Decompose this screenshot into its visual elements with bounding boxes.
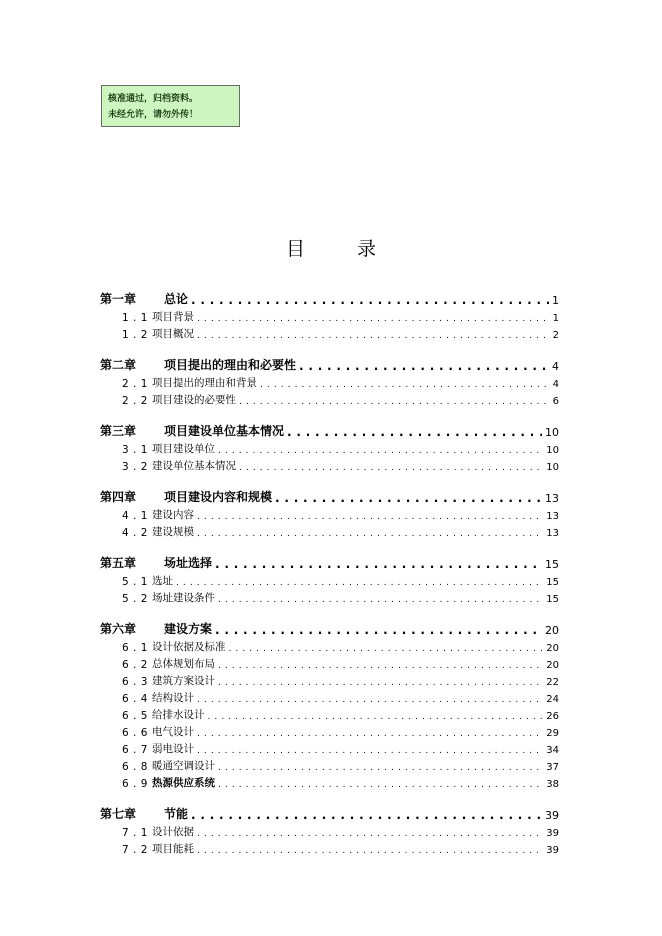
dot-leader	[197, 510, 543, 522]
section-number: 6 . 4	[122, 693, 148, 705]
dot-leader	[197, 329, 550, 341]
section-title: 结构设计	[152, 692, 194, 704]
section-number: 6 . 9	[122, 778, 148, 790]
toc-title	[0, 234, 662, 261]
section-page-number: 1	[552, 313, 559, 324]
toc-section-entry[interactable]	[100, 654, 559, 671]
toc-section-entry[interactable]	[100, 671, 559, 688]
toc-section-entry[interactable]	[100, 705, 559, 722]
toc-section-entry[interactable]	[100, 822, 559, 839]
chapter-title: 总论	[164, 292, 189, 306]
section-page-number: 15	[546, 594, 559, 605]
section-number: 7 . 1	[122, 827, 148, 839]
section-title: 总体规划布局	[152, 658, 215, 670]
toc-chapter-entry[interactable]	[100, 803, 559, 822]
chapter-page-number: 1	[552, 294, 559, 307]
dot-leader	[299, 359, 549, 373]
chapter-number: 第七章	[100, 807, 137, 821]
section-title: 项目建设的必要性	[152, 394, 236, 406]
dot-leader	[275, 491, 542, 505]
chapter-page-number: 13	[545, 492, 559, 505]
toc-section-entry[interactable]	[100, 522, 559, 539]
dot-leader	[218, 444, 543, 456]
dot-leader	[215, 623, 542, 637]
toc-section-entry[interactable]	[100, 456, 559, 473]
section-title: 设计依据	[152, 826, 194, 838]
section-number: 2 . 1	[122, 378, 148, 390]
toc-chapter-entry[interactable]	[100, 486, 559, 505]
toc-section-entry[interactable]	[100, 773, 559, 790]
section-page-number: 39	[546, 845, 559, 856]
chapter-number: 第一章	[100, 292, 137, 306]
toc-section-entry[interactable]	[100, 839, 559, 856]
chapter-number: 第四章	[100, 490, 137, 504]
toc-section-entry[interactable]	[100, 688, 559, 705]
section-page-number: 20	[546, 643, 559, 654]
dot-leader	[218, 676, 543, 688]
dot-leader	[191, 808, 542, 822]
section-page-number: 4	[552, 379, 559, 390]
section-page-number: 6	[552, 396, 559, 407]
dot-leader	[197, 312, 550, 324]
dot-leader	[239, 395, 550, 407]
section-page-number: 15	[546, 577, 559, 588]
section-page-number: 2	[552, 330, 559, 341]
dot-leader	[197, 744, 543, 756]
toc-section-entry[interactable]	[100, 439, 559, 456]
dot-leader	[287, 425, 542, 439]
section-number: 6 . 3	[122, 676, 148, 688]
chapter-page-number: 15	[545, 558, 559, 571]
stamp-line-2: 未经允许，请勿外传！	[108, 110, 199, 120]
toc-section-entry[interactable]	[100, 722, 559, 739]
dot-leader	[215, 557, 542, 571]
section-title: 暖通空调设计	[152, 760, 215, 772]
chapter-title: 项目提出的理由和必要性	[164, 358, 297, 372]
dot-leader	[229, 642, 544, 654]
chapter-page-number: 20	[545, 624, 559, 637]
toc-chapter-entry[interactable]	[100, 552, 559, 571]
section-number: 1 . 2	[122, 329, 148, 341]
section-page-number: 39	[546, 828, 559, 839]
section-number: 6 . 1	[122, 642, 148, 654]
section-number: 3 . 2	[122, 461, 148, 473]
dot-leader	[208, 710, 544, 722]
chapter-page-number: 10	[545, 426, 559, 439]
section-number: 5 . 2	[122, 593, 148, 605]
section-title: 电气设计	[152, 726, 194, 738]
toc-section-entry[interactable]	[100, 739, 559, 756]
chapter-title: 节能	[164, 807, 189, 821]
toc-chapter-entry[interactable]	[100, 288, 559, 307]
toc-section-entry[interactable]	[100, 505, 559, 522]
toc-section-entry[interactable]	[100, 756, 559, 773]
section-page-number: 10	[546, 462, 559, 473]
section-title: 设计依据及标准	[152, 641, 226, 653]
section-page-number: 13	[546, 528, 559, 539]
section-title: 项目能耗	[152, 843, 194, 855]
chapter-number: 第五章	[100, 556, 137, 570]
dot-leader	[176, 576, 543, 588]
section-title: 建设内容	[152, 509, 194, 521]
section-title: 项目背景	[152, 311, 194, 323]
section-number: 5 . 1	[122, 576, 148, 588]
toc-section-entry[interactable]	[100, 324, 559, 341]
section-page-number: 37	[546, 762, 559, 773]
section-page-number: 13	[546, 511, 559, 522]
section-page-number: 22	[546, 677, 559, 688]
section-title: 建设单位基本情况	[152, 460, 236, 472]
section-number: 1 . 1	[122, 312, 148, 324]
section-number: 6 . 7	[122, 744, 148, 756]
section-title: 建筑方案设计	[152, 675, 215, 687]
toc-chapter-entry[interactable]	[100, 618, 559, 637]
chapter-title: 场址选择	[164, 556, 213, 570]
dot-leader	[218, 761, 543, 773]
section-number: 2 . 2	[122, 395, 148, 407]
toc-chapter-entry[interactable]	[100, 420, 559, 439]
section-page-number: 26	[546, 711, 559, 722]
section-page-number: 38	[546, 779, 559, 790]
toc-section-entry[interactable]	[100, 571, 559, 588]
chapter-number: 第六章	[100, 622, 137, 636]
dot-leader	[197, 827, 543, 839]
section-title: 项目提出的理由和背景	[152, 377, 257, 389]
dot-leader	[218, 593, 543, 605]
table-of-contents	[100, 288, 559, 856]
chapter-number: 第三章	[100, 424, 137, 438]
dot-leader	[197, 844, 543, 856]
section-number: 6 . 8	[122, 761, 148, 773]
toc-section-entry[interactable]	[100, 588, 559, 605]
dot-leader	[197, 727, 543, 739]
dot-leader	[191, 293, 549, 307]
section-page-number: 20	[546, 660, 559, 671]
toc-chapter-entry[interactable]	[100, 354, 559, 373]
section-title: 建设规模	[152, 526, 194, 538]
section-title: 项目概况	[152, 328, 194, 340]
chapter-title: 项目建设单位基本情况	[164, 424, 285, 438]
section-number: 6 . 6	[122, 727, 148, 739]
chapter-number: 第二章	[100, 358, 137, 372]
section-number: 4 . 2	[122, 527, 148, 539]
toc-section-entry[interactable]	[100, 307, 559, 324]
section-title: 场址建设条件	[152, 592, 215, 604]
section-title: 项目建设单位	[152, 443, 215, 455]
toc-title-char-1: 目	[285, 238, 305, 260]
section-page-number: 10	[546, 445, 559, 456]
chapter-title: 建设方案	[164, 622, 213, 636]
toc-section-entry[interactable]	[100, 390, 559, 407]
section-title: 选址	[152, 575, 173, 587]
section-title: 弱电设计	[152, 743, 194, 755]
chapter-page-number: 4	[552, 360, 559, 373]
dot-leader	[260, 378, 550, 390]
section-number: 3 . 1	[122, 444, 148, 456]
dot-leader	[218, 659, 543, 671]
approval-stamp	[101, 85, 240, 127]
dot-leader	[197, 693, 543, 705]
section-number: 6 . 5	[122, 710, 148, 722]
section-page-number: 29	[546, 728, 559, 739]
section-title: 热源供应系统	[152, 777, 215, 789]
stamp-line-1: 核准通过，归档资料。	[108, 94, 199, 104]
chapter-page-number: 39	[545, 809, 559, 822]
section-title: 给排水设计	[152, 709, 205, 721]
toc-section-entry[interactable]	[100, 637, 559, 654]
chapter-title: 项目建设内容和规模	[164, 490, 273, 504]
toc-title-char-2: 录	[357, 238, 377, 260]
dot-leader	[218, 778, 543, 790]
toc-section-entry[interactable]	[100, 373, 559, 390]
section-page-number: 24	[546, 694, 559, 705]
section-number: 6 . 2	[122, 659, 148, 671]
section-page-number: 34	[546, 745, 559, 756]
dot-leader	[197, 527, 543, 539]
section-number: 7 . 2	[122, 844, 148, 856]
section-number: 4 . 1	[122, 510, 148, 522]
dot-leader	[239, 461, 543, 473]
